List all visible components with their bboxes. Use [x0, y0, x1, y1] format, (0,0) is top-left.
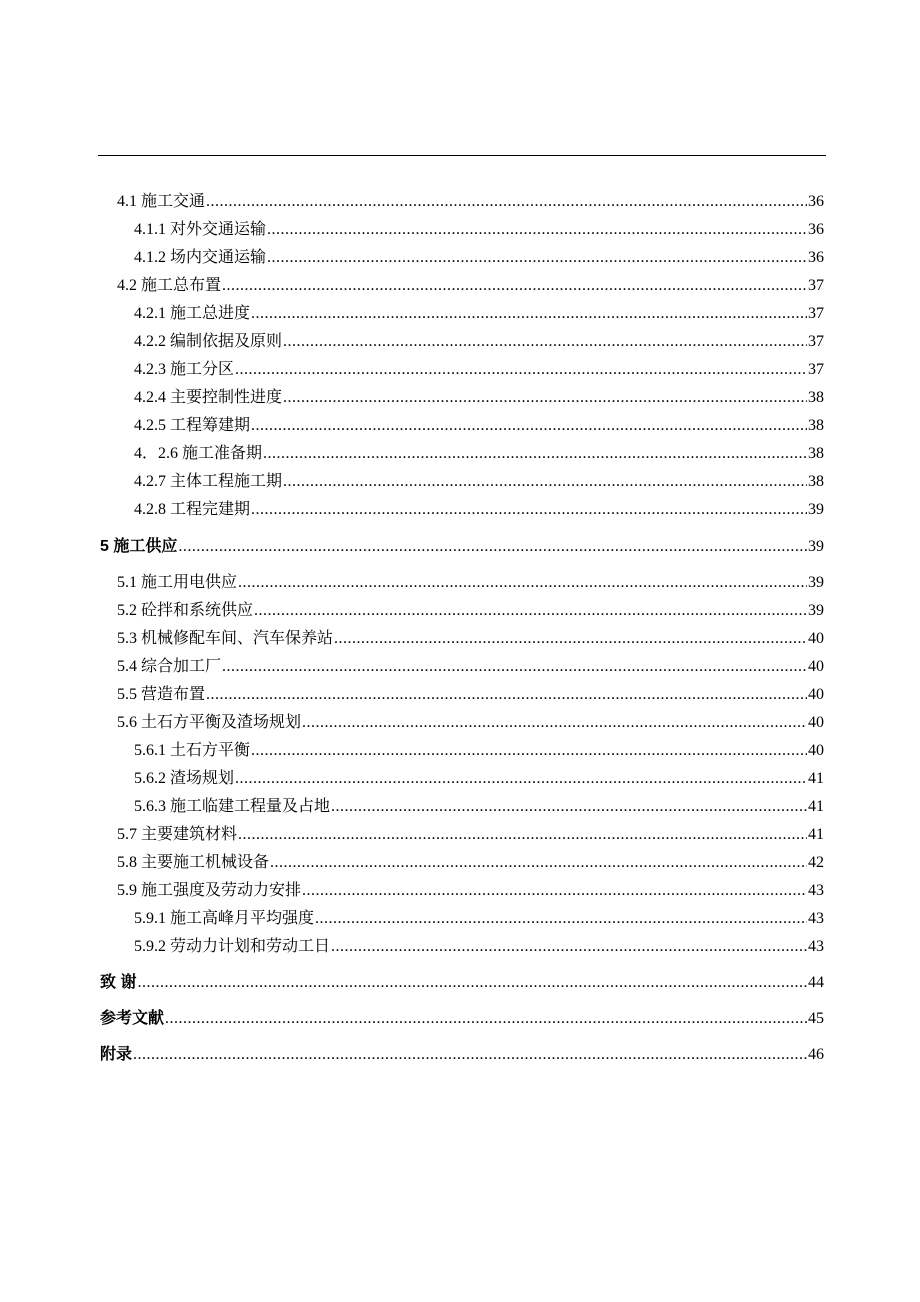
toc-entry-title: 4.2.1 施工总进度 — [134, 305, 251, 322]
toc-entry — [117, 821, 824, 845]
toc-dot-leader — [137, 973, 807, 993]
toc-entry — [117, 681, 824, 705]
toc-dot-leader — [263, 444, 807, 464]
toc-dot-leader — [165, 1009, 807, 1029]
toc-page-number: 38 — [808, 389, 824, 406]
toc-dot-leader — [254, 601, 807, 621]
toc-entry-title: 5.8 主要施工机械设备 — [117, 854, 270, 871]
toc-entry-title: 5.9.1 施工高峰月平均强度 — [134, 910, 315, 927]
toc-entry-title: 致 谢 — [100, 974, 137, 991]
toc-entry-title: 4.2.4 主要控制性进度 — [134, 389, 283, 406]
toc-dot-leader — [206, 192, 807, 212]
toc-dot-leader — [331, 797, 807, 817]
toc-page-number: 37 — [808, 361, 824, 378]
toc-entry — [100, 969, 824, 993]
toc-page-number: 36 — [808, 249, 824, 266]
header-rule — [98, 155, 826, 156]
toc-page-number: 40 — [808, 658, 824, 675]
toc-page-number: 41 — [808, 826, 824, 843]
toc-page-number: 40 — [808, 630, 824, 647]
toc-dot-leader — [235, 360, 807, 380]
toc-page-number: 41 — [808, 798, 824, 815]
toc-entry-title: 5.9.2 劳动力计划和劳动工日 — [134, 938, 331, 955]
toc-page-number: 39 — [808, 574, 824, 591]
toc-entry-title: 5.2 砼拌和系统供应 — [117, 602, 254, 619]
toc-entry-title: 5.6.1 土石方平衡 — [134, 742, 251, 759]
toc-entry — [117, 272, 824, 296]
toc-dot-leader — [334, 629, 807, 649]
toc-entry — [134, 468, 824, 492]
toc-entry — [134, 440, 824, 464]
toc-entry — [117, 625, 824, 649]
toc-page-number: 38 — [808, 473, 824, 490]
toc-dot-leader — [267, 248, 807, 268]
toc-dot-leader — [267, 220, 807, 240]
toc-entry — [134, 244, 824, 268]
toc-page-number: 42 — [808, 854, 824, 871]
toc-page-number: 36 — [808, 193, 824, 210]
toc-dot-leader — [222, 276, 807, 296]
toc-entry — [134, 793, 824, 817]
toc-entry — [134, 300, 824, 324]
toc-entry — [100, 1005, 824, 1029]
toc-entry — [134, 933, 824, 957]
toc-entry — [134, 356, 824, 380]
toc-page-number: 45 — [808, 1010, 824, 1027]
toc-entry-title: 附录 — [100, 1046, 133, 1063]
toc-dot-leader — [331, 937, 807, 957]
toc-page-number: 38 — [808, 417, 824, 434]
toc-page-number: 40 — [808, 714, 824, 731]
toc-page-number: 41 — [808, 770, 824, 787]
toc-entry — [117, 653, 824, 677]
toc-dot-leader — [302, 881, 807, 901]
toc-dot-leader — [251, 304, 807, 324]
toc-entry — [134, 216, 824, 240]
toc-entry — [117, 877, 824, 901]
toc-page-number: 36 — [808, 221, 824, 238]
toc-entry-title: 参考文献 — [100, 1010, 165, 1027]
toc-entry — [117, 849, 824, 873]
toc-entry-title: 5.9 施工强度及劳动力安排 — [117, 882, 302, 899]
toc-entry-title: 4.2.7 主体工程施工期 — [134, 473, 283, 490]
toc-page-number: 40 — [808, 686, 824, 703]
toc-entry — [117, 597, 824, 621]
toc-entry-title: 5.6.2 渣场规划 — [134, 770, 235, 787]
toc-dot-leader — [238, 573, 807, 593]
toc-dot-leader — [302, 713, 807, 733]
toc-entry — [134, 496, 824, 520]
toc-entry-title: 4.2.5 工程筹建期 — [134, 417, 251, 434]
toc-dot-leader — [178, 537, 807, 557]
toc-entry-title: 4.1.2 场内交通运输 — [134, 249, 267, 266]
toc-entry-title: 5.4 综合加工厂 — [117, 658, 222, 675]
toc-dot-leader — [270, 853, 807, 873]
toc-dot-leader — [251, 500, 807, 520]
toc-page-number: 44 — [808, 974, 824, 991]
toc-entry — [134, 737, 824, 761]
toc-entry-title: 4.2 施工总布置 — [117, 277, 222, 294]
toc-page-number: 38 — [808, 445, 824, 462]
toc-entry-title: 5.1 施工用电供应 — [117, 574, 238, 591]
toc-page-number: 39 — [808, 501, 824, 518]
toc-dot-leader — [251, 741, 807, 761]
toc-dot-leader — [238, 825, 807, 845]
toc-entry — [117, 188, 824, 212]
toc-page-number: 40 — [808, 742, 824, 759]
toc-dot-leader — [133, 1045, 807, 1065]
toc-dot-leader — [222, 657, 807, 677]
toc-entry-title: 5.6 土石方平衡及渣场规划 — [117, 714, 302, 731]
toc-entry — [100, 1041, 824, 1065]
toc-dot-leader — [235, 769, 807, 789]
toc-dot-leader — [283, 388, 807, 408]
toc-entry-title: 4.1 施工交通 — [117, 193, 206, 210]
toc-entry-title: 4.2.8 工程完建期 — [134, 501, 251, 518]
toc-entry-title: 5 施工供应 — [100, 538, 178, 555]
toc-page-number: 39 — [808, 602, 824, 619]
toc-entry — [117, 569, 824, 593]
toc-entry-title: 5.5 营造布置 — [117, 686, 206, 703]
toc-page-number: 37 — [808, 277, 824, 294]
toc-dot-leader — [283, 472, 807, 492]
toc-dot-leader — [206, 685, 807, 705]
toc-dot-leader — [283, 332, 807, 352]
toc-entry-title: 5.3 机械修配车间、汽车保养站 — [117, 630, 334, 647]
toc-entry — [134, 328, 824, 352]
toc-entry-title: 4.1.1 对外交通运输 — [134, 221, 267, 238]
toc-entry — [134, 412, 824, 436]
toc-page-number: 43 — [808, 938, 824, 955]
toc-page-number: 43 — [808, 882, 824, 899]
toc-page-number: 43 — [808, 910, 824, 927]
toc-entry-title: 4.2.3 施工分区 — [134, 361, 235, 378]
toc-entry-title: 4．2.6 施工准备期 — [134, 445, 263, 462]
toc-entry — [134, 765, 824, 789]
toc-dot-leader — [251, 416, 807, 436]
toc-page-number: 37 — [808, 333, 824, 350]
toc-entry — [134, 905, 824, 929]
toc-entry — [134, 384, 824, 408]
toc-entry-title: 4.2.2 编制依据及原则 — [134, 333, 283, 350]
toc-entry — [117, 709, 824, 733]
toc-page-number: 37 — [808, 305, 824, 322]
toc-entry-title: 5.7 主要建筑材料 — [117, 826, 238, 843]
toc-entry — [100, 533, 824, 557]
toc-page-number: 39 — [808, 538, 824, 555]
toc-entry-title: 5.6.3 施工临建工程量及占地 — [134, 798, 331, 815]
toc-page-number: 46 — [808, 1046, 824, 1063]
toc-dot-leader — [315, 909, 807, 929]
